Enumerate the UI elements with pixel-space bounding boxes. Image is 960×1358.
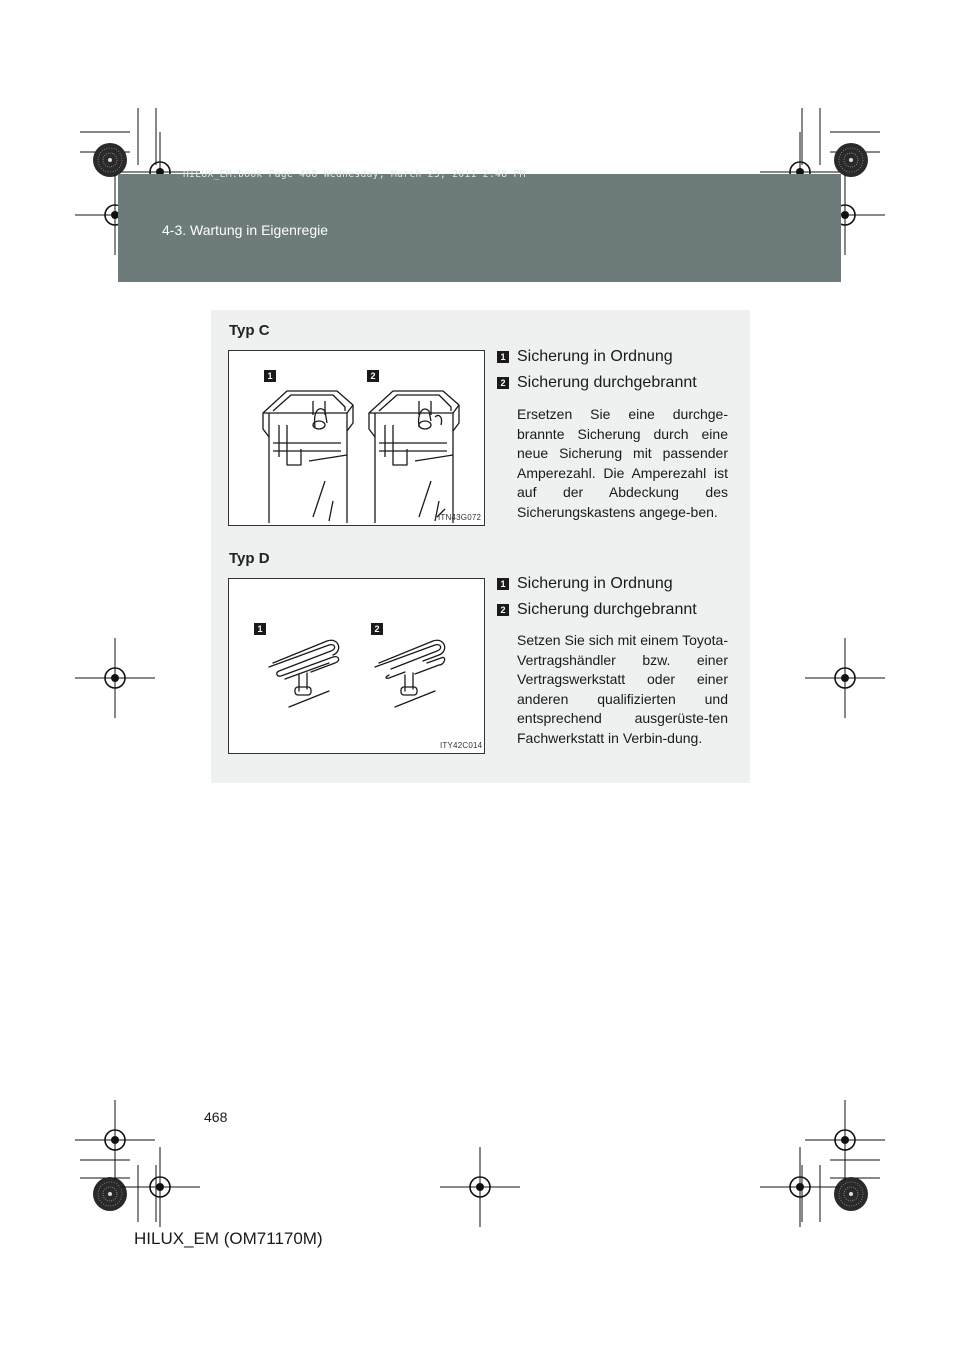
type-c-description: Ersetzen Sie eine durchge-brannte Sicherung durch eine neue Sicherung mit passender Amperezahl. Die Amperezahl ist auf der Abdeckung des Sicherungskastens angege-ben.	[517, 406, 728, 520]
legend-label: Sicherung in Ordnung	[517, 575, 673, 592]
legend-item	[497, 374, 697, 392]
legend-label: Sicherung durchgebrannt	[517, 601, 697, 618]
type-d-heading: Typ D	[229, 550, 270, 567]
legend-item	[497, 348, 673, 366]
type-d-figure	[228, 578, 485, 754]
figure-callout-2: 2	[371, 623, 383, 635]
number-badge: 1	[497, 351, 509, 363]
type-d-description: Setzen Sie sich mit einem Toyota-Vertragshändler bzw. einer Vertragswerkstatt oder einer anderen qualifizierten und entsprechend ausgerüste-ten Fachwerkstatt in Verbin-dung.	[517, 632, 728, 746]
book-stamp: HILUX_EM.book Page 468 Wednesday, March 23, 2011 2:48 PM	[183, 169, 526, 180]
type-c-figure	[228, 350, 485, 526]
type-c-heading: Typ C	[229, 322, 270, 339]
book-code: HILUX_EM (OM71170M)	[134, 1229, 323, 1248]
section-title: 4-3. Wartung in Eigenregie	[162, 222, 329, 238]
legend-item	[497, 601, 697, 619]
page-number: 468	[204, 1109, 228, 1125]
fuse-wire-illustration	[229, 579, 484, 753]
number-badge: 2	[497, 604, 509, 616]
figure-callout-1: 1	[264, 370, 276, 382]
number-badge: 1	[497, 578, 509, 590]
figure-callout-2: 2	[367, 370, 379, 382]
number-badge: 2	[497, 377, 509, 389]
legend-label: Sicherung in Ordnung	[517, 348, 673, 365]
figure-code: ITN43G072	[438, 513, 482, 522]
legend-label: Sicherung durchgebrannt	[517, 374, 697, 391]
figure-callout-1: 1	[254, 623, 266, 635]
figure-code: ITY42C014	[440, 741, 483, 750]
legend-item	[497, 575, 673, 593]
